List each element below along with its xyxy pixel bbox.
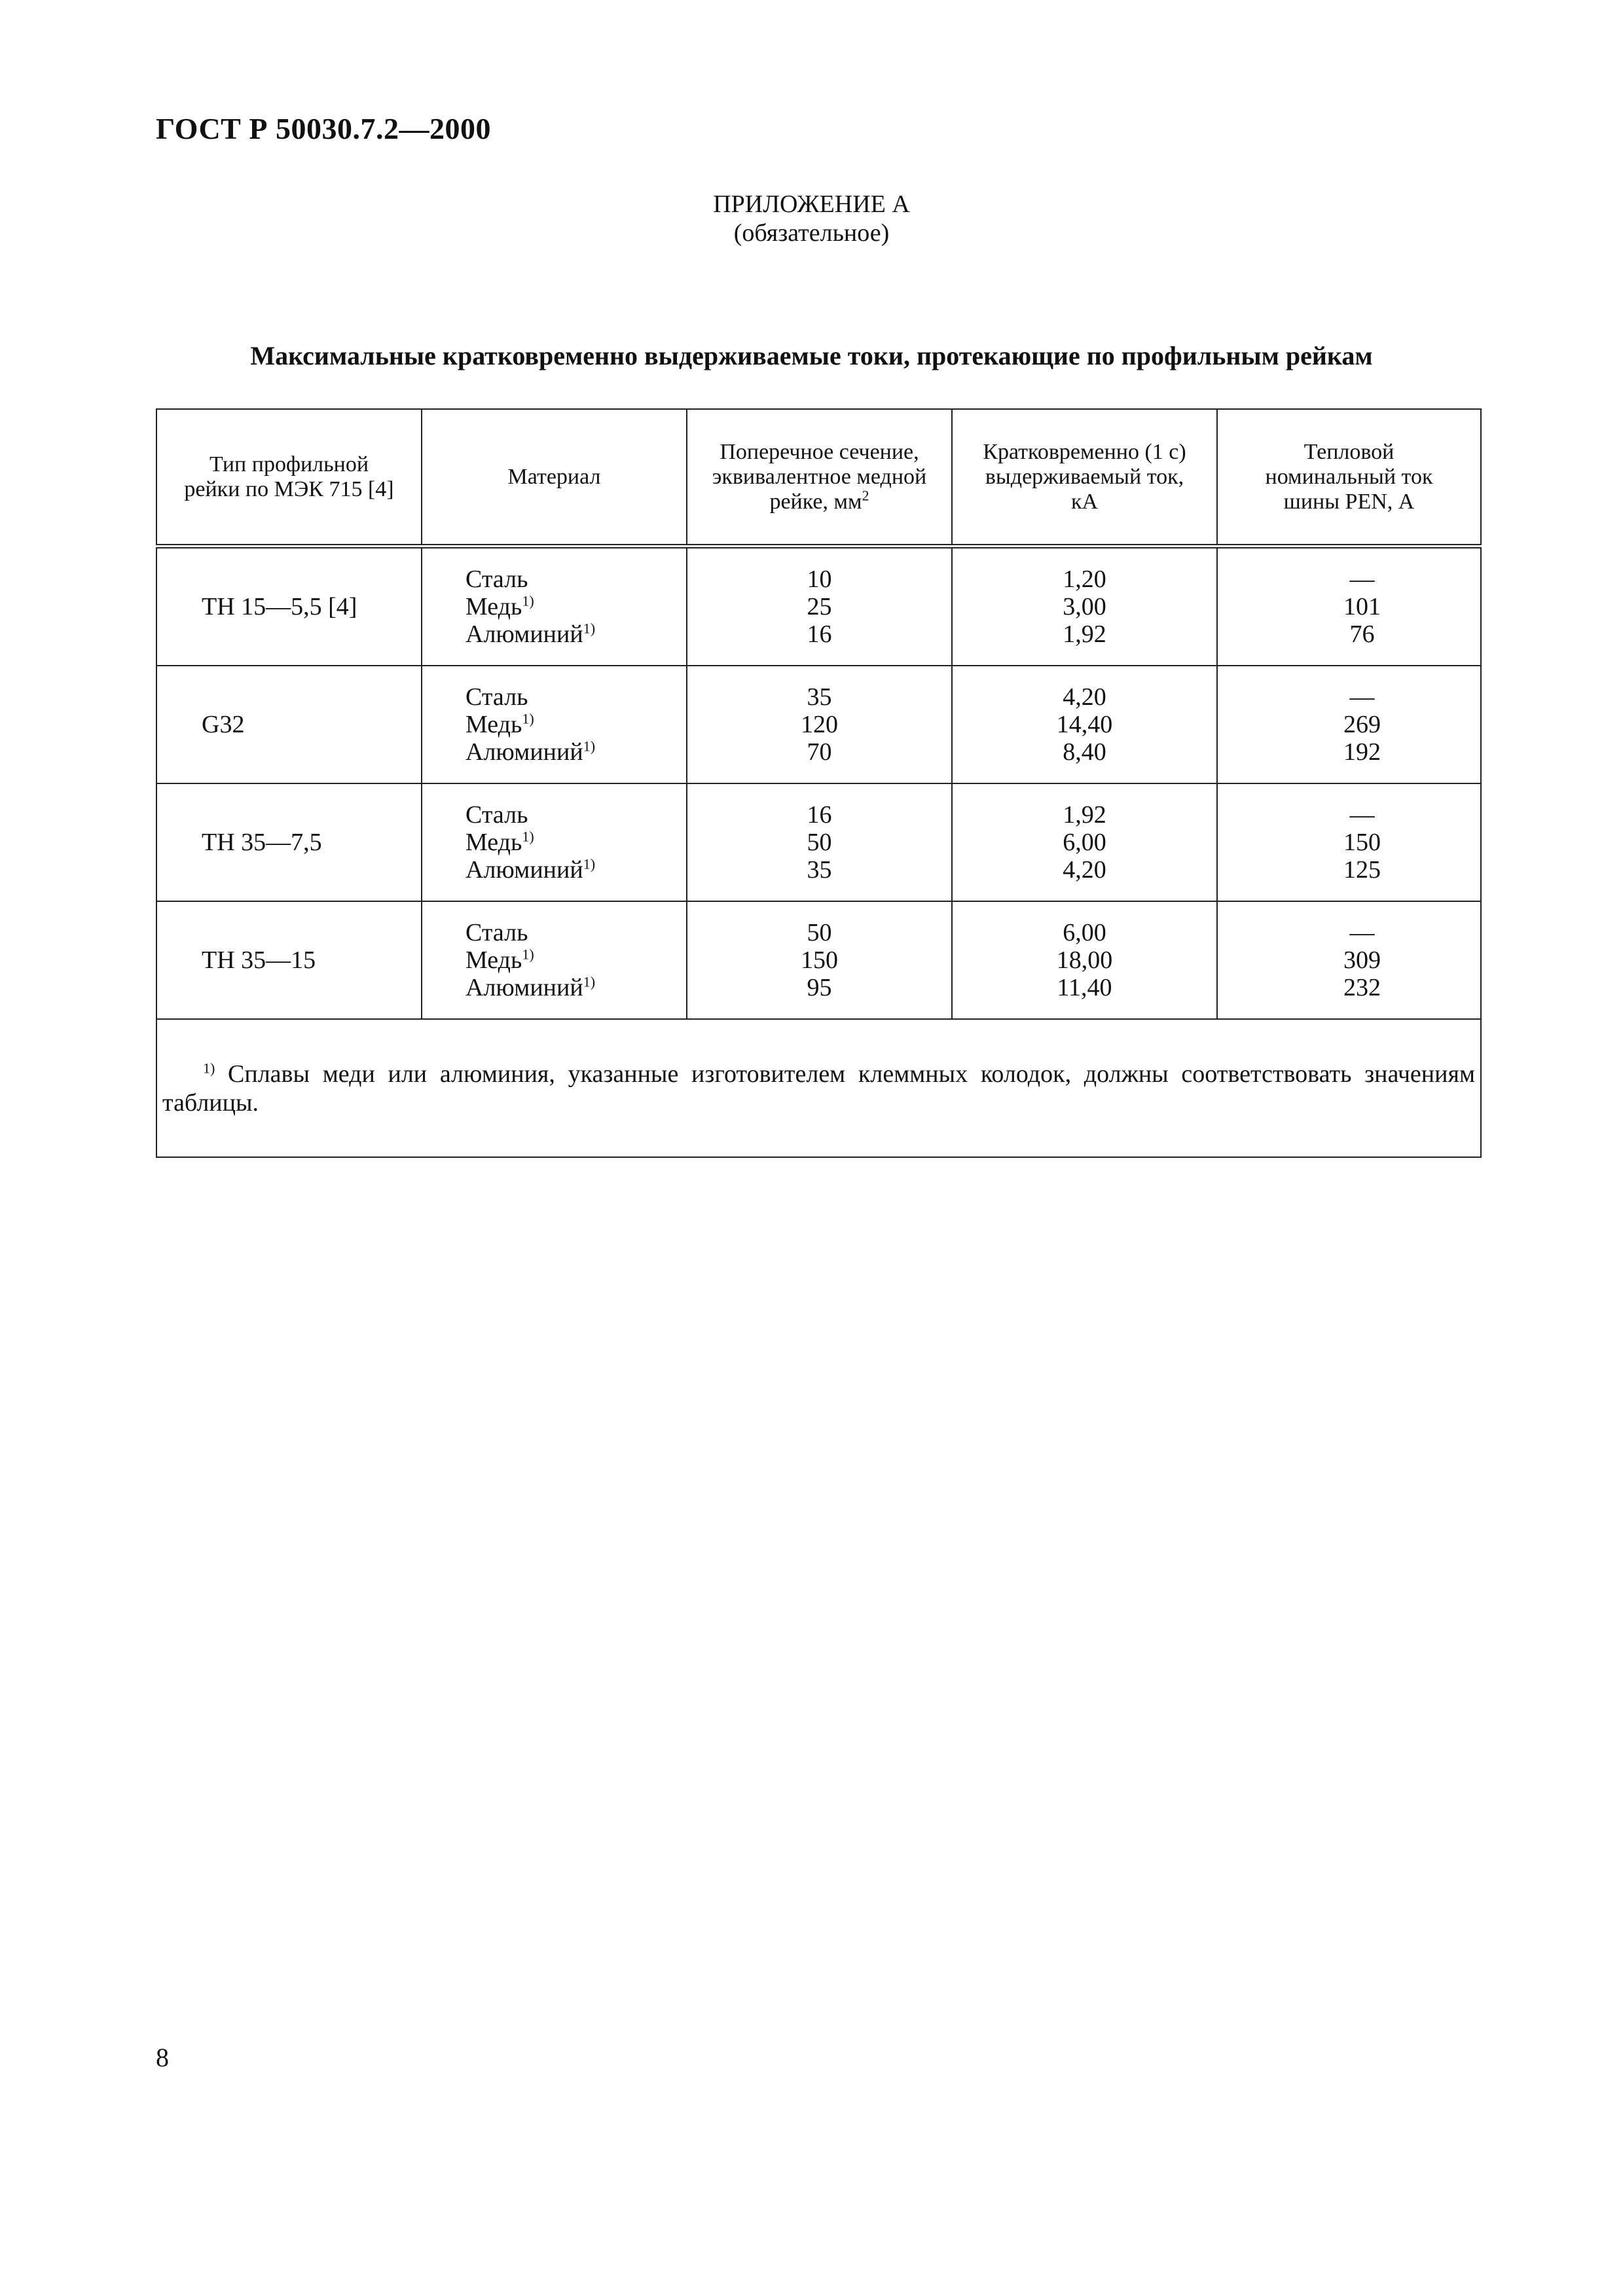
value-line: 11,40 <box>1057 974 1112 1001</box>
value-line: 6,00 <box>1063 829 1106 856</box>
header-line: кА <box>1070 489 1099 514</box>
header-line: номинальный ток <box>1265 464 1433 489</box>
header-line: Материал <box>507 464 601 489</box>
value-line: 70 <box>807 738 832 766</box>
material-name: Алюминий <box>465 974 583 1001</box>
footnote-ref: 1) <box>522 828 534 845</box>
value-line: 35 <box>807 856 832 884</box>
footnote-ref: 1) <box>522 592 534 609</box>
cross-section-cell <box>687 901 952 1019</box>
footnote-text: Сплавы меди или алюминия, указанные изготовителем клеммных колодок, должны соответствовать значениям таблицы. <box>162 1060 1475 1117</box>
value-line: 14,40 <box>1056 711 1113 738</box>
col-header-material <box>422 409 687 547</box>
value-line: 232 <box>1343 974 1381 1001</box>
header-text: рейке, мм <box>769 489 862 514</box>
footnote-ref: 1) <box>583 620 596 637</box>
table-header-row <box>156 409 1481 547</box>
pen-current-cell <box>1217 901 1481 1019</box>
value-line: 1,92 <box>1063 801 1106 829</box>
annex-subtitle: (обязательное) <box>733 219 890 247</box>
footnote-mark: 1) <box>203 1059 215 1076</box>
col-header-rail-type <box>156 409 422 547</box>
cross-section-cell <box>687 666 952 783</box>
value-line: 125 <box>1343 856 1381 884</box>
value-line: 50 <box>807 829 832 856</box>
value-line: 16 <box>807 620 832 648</box>
material-cell <box>422 666 687 783</box>
pen-current-cell <box>1217 666 1481 783</box>
value-line: 4,20 <box>1063 856 1106 884</box>
material-line <box>465 683 686 711</box>
value-line: 4,20 <box>1063 683 1106 711</box>
header-line: Кратковременно (1 с) <box>983 439 1186 464</box>
rail-type-cell: G32 <box>156 666 422 783</box>
annex-heading <box>0 190 1623 247</box>
value-line: — <box>1349 683 1375 711</box>
material-name: Медь <box>465 593 522 620</box>
footnote-ref: 1) <box>522 946 534 963</box>
material-line <box>465 711 686 738</box>
material-name: Медь <box>465 946 522 974</box>
col-header-cross-section <box>687 409 952 547</box>
material-name: Алюминий <box>465 738 583 766</box>
value-line: — <box>1349 565 1375 593</box>
material-line <box>465 801 686 829</box>
short-time-current-cell <box>952 547 1217 666</box>
table-row <box>156 547 1481 666</box>
table-title: Максимальные кратковременно выдерживаемые токи, протекающие по профильным рейкам <box>250 341 1373 370</box>
value-line: — <box>1349 801 1375 829</box>
value-line: 1,20 <box>1063 565 1106 593</box>
value-line: 3,00 <box>1063 593 1106 620</box>
short-time-current-cell <box>952 901 1217 1019</box>
header-line: рейки по МЭК 715 [4] <box>184 476 394 501</box>
pen-current-cell <box>1217 783 1481 901</box>
value-line: 10 <box>807 565 832 593</box>
footnote-ref: 1) <box>583 973 596 990</box>
material-line <box>465 946 686 974</box>
document-id: ГОСТ Р 50030.7.2—2000 <box>156 112 491 145</box>
annex-title: ПРИЛОЖЕНИЕ А <box>713 190 910 218</box>
value-line: 18,00 <box>1056 946 1113 974</box>
footnote-ref: 1) <box>522 710 534 727</box>
value-line: 101 <box>1343 593 1381 620</box>
material-line <box>465 565 686 593</box>
value-line: 76 <box>1349 620 1375 648</box>
table-footnote <box>156 1019 1481 1157</box>
value-line: 50 <box>807 919 832 946</box>
material-name: Медь <box>465 711 522 738</box>
page-number: 8 <box>156 2043 169 2072</box>
footnote-ref: 1) <box>583 855 596 872</box>
value-line: 6,00 <box>1063 919 1106 946</box>
col-header-pen-current <box>1217 409 1481 547</box>
header-line: Тип профильной <box>209 452 369 476</box>
col-header-short-time-current <box>952 409 1217 547</box>
value-line: 192 <box>1343 738 1381 766</box>
currents-table <box>156 408 1482 1158</box>
rail-type-cell: ТН 35—7,5 <box>156 783 422 901</box>
value-line: — <box>1349 919 1375 946</box>
value-line: 16 <box>807 801 832 829</box>
header-line: выдерживаемый ток, <box>985 464 1184 489</box>
header-line <box>687 487 951 514</box>
material-name: Сталь <box>465 565 528 593</box>
superscript: 2 <box>862 487 869 504</box>
table-row <box>156 666 1481 783</box>
material-line <box>465 593 686 620</box>
material-name: Сталь <box>465 683 528 711</box>
pen-current-cell <box>1217 547 1481 666</box>
header-line: Тепловой <box>1304 439 1395 464</box>
short-time-current-cell <box>952 783 1217 901</box>
value-line: 35 <box>807 683 832 711</box>
material-name: Сталь <box>465 919 528 946</box>
header-line: эквивалентное медной <box>712 464 927 489</box>
material-line <box>465 856 686 884</box>
material-line <box>465 919 686 946</box>
value-line: 150 <box>1343 829 1381 856</box>
value-line: 269 <box>1343 711 1381 738</box>
material-cell <box>422 547 687 666</box>
header-line: Поперечное сечение, <box>720 439 919 464</box>
value-line: 95 <box>807 974 832 1001</box>
header-line: шины PEN, А <box>1283 489 1415 514</box>
material-line <box>465 738 686 766</box>
cross-section-cell <box>687 547 952 666</box>
cross-section-cell <box>687 783 952 901</box>
material-name: Алюминий <box>465 856 583 884</box>
material-line <box>465 974 686 1001</box>
value-line: 8,40 <box>1063 738 1106 766</box>
material-line <box>465 620 686 648</box>
value-line: 25 <box>807 593 832 620</box>
rail-type-cell: ТН 35—15 <box>156 901 422 1019</box>
short-time-current-cell <box>952 666 1217 783</box>
table-row <box>156 901 1481 1019</box>
rail-type-cell: ТН 15—5,5 [4] <box>156 547 422 666</box>
value-line: 120 <box>801 711 838 738</box>
material-name: Сталь <box>465 801 528 829</box>
material-line <box>465 829 686 856</box>
material-cell <box>422 783 687 901</box>
material-name: Алюминий <box>465 620 583 648</box>
material-name: Медь <box>465 829 522 856</box>
value-line: 150 <box>801 946 838 974</box>
table-row <box>156 783 1481 901</box>
material-cell <box>422 901 687 1019</box>
footnote-ref: 1) <box>583 738 596 755</box>
value-line: 1,92 <box>1063 620 1106 648</box>
footnote-row <box>156 1019 1481 1157</box>
value-line: 309 <box>1343 946 1381 974</box>
